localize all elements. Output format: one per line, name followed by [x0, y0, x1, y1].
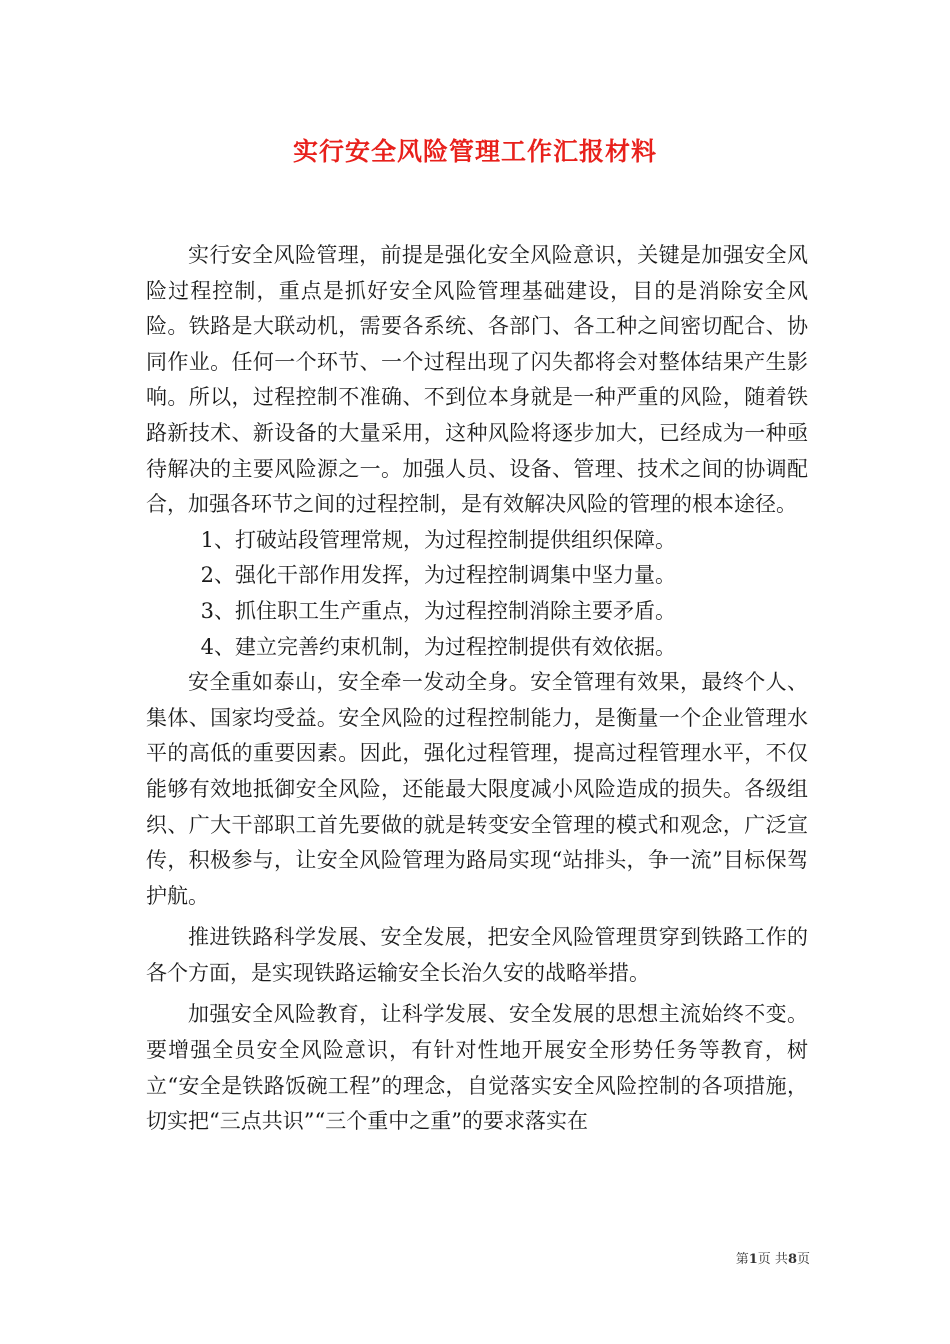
footer-total-pages: 8	[787, 1252, 797, 1267]
footer-middle: 页 共	[757, 1252, 788, 1267]
list-item: 3、抓住职工生产重点，为过程控制消除主要矛盾。	[200, 598, 676, 623]
footer-suffix: 页	[796, 1252, 810, 1267]
body-paragraph: 推进铁路科学发展、安全发展，把安全风险管理贯穿到铁路工作的各个方面，是实现铁路运输安全长治久安的战略举措。	[146, 925, 808, 985]
page-number-footer	[700, 1248, 810, 1267]
footer-prefix: 第	[735, 1252, 749, 1267]
footer-current-page: 1	[748, 1252, 758, 1267]
body-paragraph: 加强安全风险教育，让科学发展、安全发展的思想主流始终不变。要增强全员安全风险意识，有针对性地开展安全形势任务等教育，树立“安全是铁路饭碗工程”的理念，自觉落实安全风险控制的各项措施，切实把“三点共识”“三个重中之重”的要求落实在	[146, 1002, 808, 1134]
list-item: 4、建立完善约束机制，为过程控制提供有效依据。	[200, 634, 676, 659]
body-paragraph: 安全重如泰山，安全牵一发动全身。安全管理有效果，最终个人、集体、国家均受益。安全风险的过程控制能力，是衡量一个企业管理水平的高低的重要因素。因此，强化过程管理，提高过程管理水平，不仅能够有效地抵御安全风险，还能最大限度减小风险造成的损失。各级组织、广大干部职工首先要做的就是转变安全管理的模式和观念，广泛宣传，积极参与，让安全风险管理为路局实现“站排头，争一流”目标保驾护航。	[146, 670, 808, 908]
body-paragraph: 实行安全风险管理，前提是强化安全风险意识，关键是加强安全风险过程控制，重点是抓好安全风险管理基础建设，目的是消除安全风险。铁路是大联动机，需要各系统、各部门、各工种之间密切配合、协同作业。任何一个环节、一个过程出现了闪失都将会对整体结果产生影响。所以，过程控制不准确、不到位本身就是一种严重的风险，随着铁路新技术、新设备的大量采用，这种风险将逐步加大，已经成为一种亟待解决的主要风险源之一。加强人员、设备、管理、技术之间的协调配合，加强各环节之间的过程控制，是有效解决风险的管理的根本途径。	[146, 243, 808, 517]
document-title: 实行安全风险管理工作汇报材料	[292, 137, 657, 166]
list-item: 2、强化干部作用发挥，为过程控制调集中坚力量。	[200, 563, 676, 588]
list-item: 1、打破站段管理常规，为过程控制提供组织保障。	[200, 527, 676, 552]
document-body	[146, 238, 808, 1140]
